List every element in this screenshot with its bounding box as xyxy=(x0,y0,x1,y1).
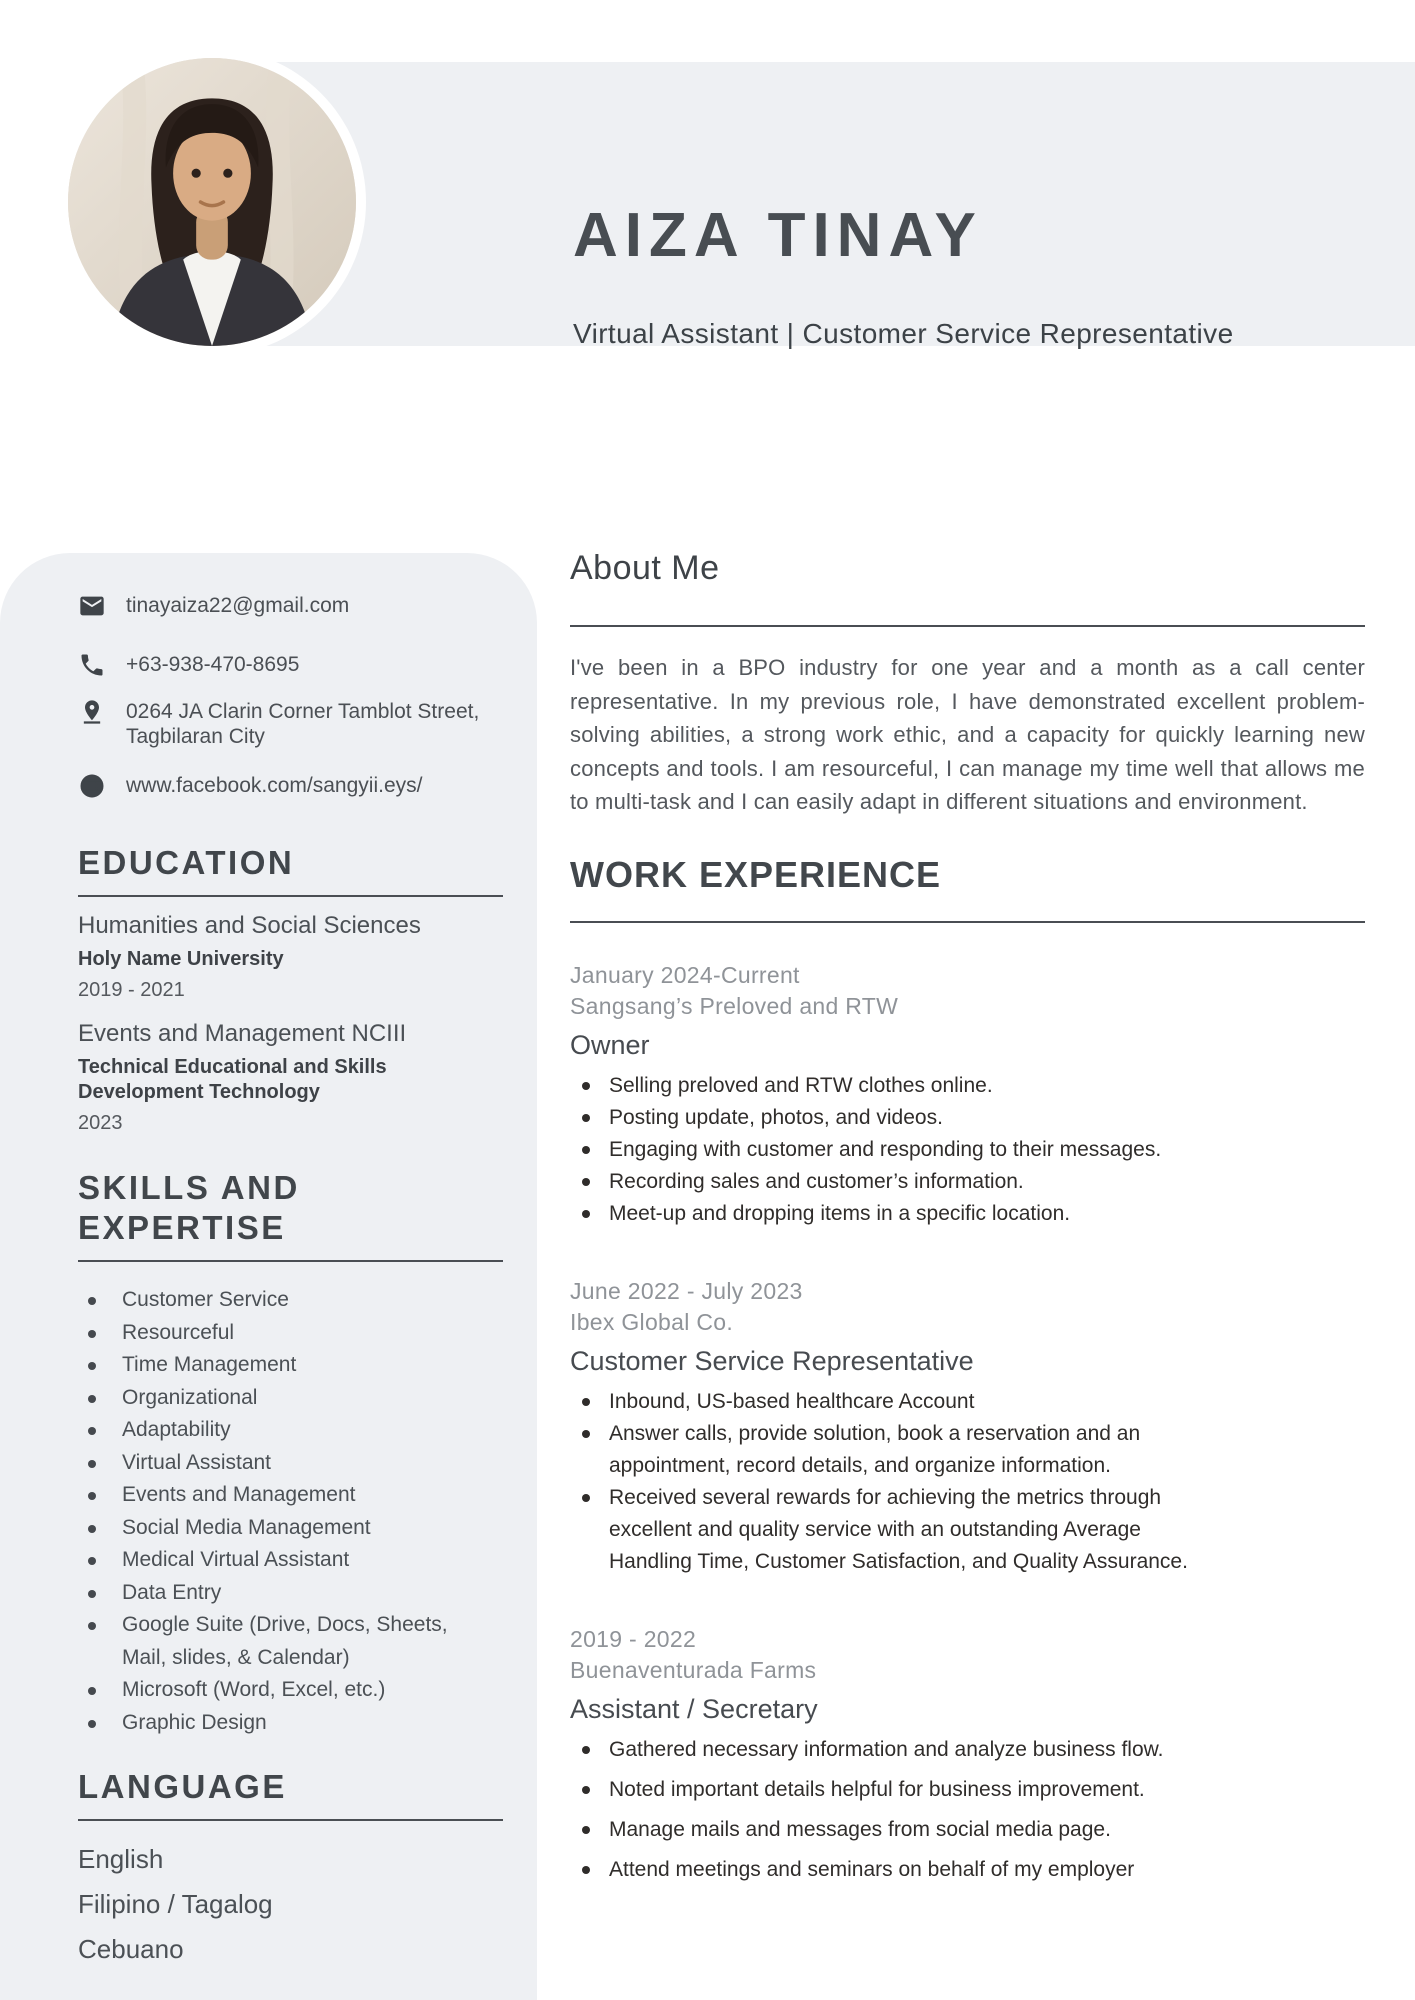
education-entry xyxy=(78,911,503,1003)
about-rule xyxy=(570,625,1365,627)
skill-item: Social Media Management xyxy=(78,1512,503,1545)
contact-phone-row xyxy=(78,652,503,679)
skill-item: Organizational xyxy=(78,1382,503,1415)
job-company: Buenaventurada Farms xyxy=(570,1656,817,1683)
education-dates: 2019 - 2021 xyxy=(78,979,185,1001)
profile-photo-illustration xyxy=(68,58,356,346)
skill-item: Virtual Assistant xyxy=(78,1447,503,1480)
job-bullet: Attend meetings and seminars on behalf of my employer xyxy=(570,1854,1365,1886)
contact-address-text: 0264 JA Clarin Corner Tamblot Street, Tagbilaran City xyxy=(126,700,480,748)
about-heading: About Me xyxy=(570,549,720,587)
job-entry xyxy=(570,960,1365,1230)
phone-icon xyxy=(78,651,106,679)
education-degree: Humanities and Social Sciences xyxy=(78,912,421,939)
job-bullet: Noted important details helpful for business improvement. xyxy=(570,1774,1365,1806)
education-rule xyxy=(78,895,503,897)
sidebar-panel xyxy=(0,553,537,2000)
education-entry xyxy=(78,1019,503,1136)
contact-website-text: www.facebook.com/sangyii.eys/ xyxy=(126,774,423,797)
education-degree: Events and Management NCIII xyxy=(78,1020,407,1047)
main-column xyxy=(570,548,1365,1894)
work-experience-rule xyxy=(570,921,1365,923)
skills-list xyxy=(78,1284,503,1739)
job-bullet: Answer calls, provide solution, book a reservation and an appointment, record details, and organize information. xyxy=(570,1418,1169,1482)
profile-photo-frame xyxy=(58,48,366,356)
person-name: AIZA TINAY xyxy=(573,201,983,270)
language-heading: LANGUAGE xyxy=(78,1768,287,1805)
about-text: I've been in a BPO industry for one year and a month as a call center representative. In my previous role, I have demonstrated excellent problem-solving abilities, a strong work ethic, and a capacity for quickly learning new concepts and tools. I am resourceful, I can manage my time well that allows me to multi-task and I can easily adapt in different situations and environment. xyxy=(570,655,1365,814)
contact-phone-text: +63-938-470-8695 xyxy=(126,653,300,676)
skill-item: Google Suite (Drive, Docs, Sheets, Mail, slides, & Calendar) xyxy=(78,1609,472,1674)
language-rule xyxy=(78,1819,503,1821)
job-bullet-list xyxy=(570,1734,1365,1886)
contact-website-row[interactable] xyxy=(78,773,503,800)
skill-item: Time Management xyxy=(78,1349,503,1382)
job-bullet: Meet-up and dropping items in a specific location. xyxy=(570,1198,1365,1230)
contact-address-row xyxy=(78,699,503,749)
email-icon xyxy=(78,592,106,620)
profile-photo xyxy=(68,58,356,346)
job-bullet-list xyxy=(570,1386,1365,1578)
job-bullet: Recording sales and customer’s information. xyxy=(570,1166,1365,1198)
job-entry xyxy=(570,1624,1365,1886)
location-icon xyxy=(78,698,106,726)
job-title: Owner xyxy=(570,1029,650,1060)
work-experience-heading: WORK EXPERIENCE xyxy=(570,853,942,895)
job-bullet-list xyxy=(570,1070,1365,1230)
education-heading: EDUCATION xyxy=(78,844,295,881)
job-title: Assistant / Secretary xyxy=(570,1693,818,1724)
language-item: English xyxy=(78,1844,164,1874)
job-dates: January 2024-Current xyxy=(570,961,800,988)
job-entry xyxy=(570,1276,1365,1578)
job-title: Customer Service Representative xyxy=(570,1345,974,1376)
skill-item: Customer Service xyxy=(78,1284,503,1317)
header-name-block xyxy=(573,203,1234,352)
job-bullet: Manage mails and messages from social media page. xyxy=(570,1814,1365,1846)
person-subtitle: Virtual Assistant | Customer Service Representative xyxy=(573,317,1234,349)
language-item: Filipino / Tagalog xyxy=(78,1889,273,1919)
contact-email-text: tinayaiza22@gmail.com xyxy=(126,594,350,617)
education-dates: 2023 xyxy=(78,1112,123,1134)
skill-item: Adaptability xyxy=(78,1414,503,1447)
job-bullet: Engaging with customer and responding to their messages. xyxy=(570,1134,1365,1166)
job-company: Sangsang’s Preloved and RTW xyxy=(570,992,899,1019)
language-list xyxy=(78,1837,503,1972)
job-company: Ibex Global Co. xyxy=(570,1308,734,1335)
globe-icon xyxy=(78,772,106,800)
contact-email-row[interactable] xyxy=(78,593,503,620)
skills-heading: SKILLS AND EXPERTISE xyxy=(78,1169,300,1246)
skill-item: Events and Management xyxy=(78,1479,503,1512)
skill-item: Resourceful xyxy=(78,1317,503,1350)
skills-rule xyxy=(78,1260,503,1262)
job-dates: 2019 - 2022 xyxy=(570,1625,697,1652)
job-dates: June 2022 - July 2023 xyxy=(570,1277,803,1304)
job-bullet: Selling preloved and RTW clothes online. xyxy=(570,1070,1365,1102)
skill-item: Microsoft (Word, Excel, etc.) xyxy=(78,1674,503,1707)
skill-item: Data Entry xyxy=(78,1577,503,1610)
education-school: Technical Educational and Skills Development Technology xyxy=(78,1056,387,1103)
job-bullet: Inbound, US-based healthcare Account xyxy=(570,1386,1365,1418)
education-school: Holy Name University xyxy=(78,948,284,970)
skill-item: Graphic Design xyxy=(78,1707,503,1740)
job-bullet: Gathered necessary information and analyze business flow. xyxy=(570,1734,1365,1766)
job-bullet: Received several rewards for achieving the metrics through excellent and quality service with an outstanding Average Handling Time, Customer Satisfaction, and Quality Assurance. xyxy=(570,1482,1199,1578)
skill-item: Medical Virtual Assistant xyxy=(78,1544,503,1577)
language-item: Cebuano xyxy=(78,1934,184,1964)
job-bullet: Posting update, photos, and videos. xyxy=(570,1102,1365,1134)
